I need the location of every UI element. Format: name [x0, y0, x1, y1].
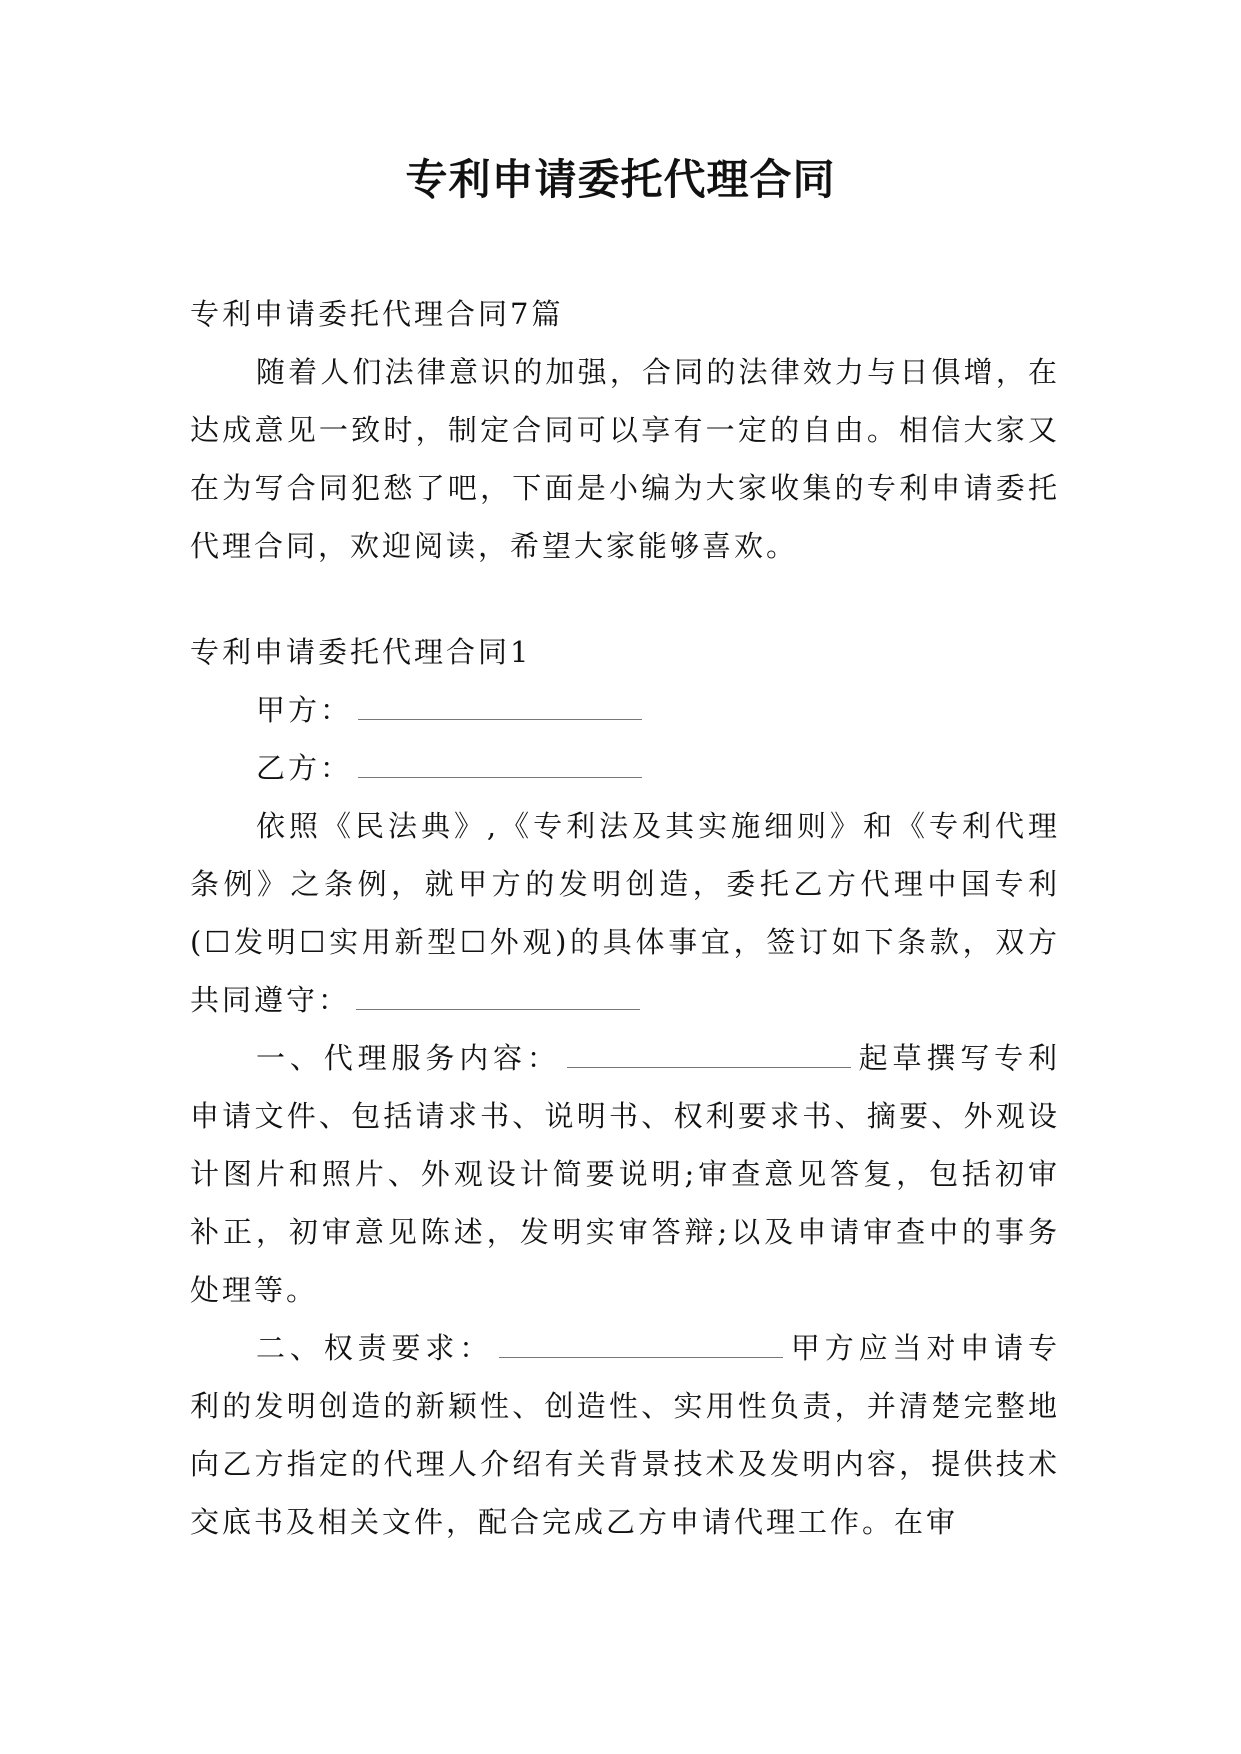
- clause-2-label: 二、权责要求：: [256, 1331, 494, 1365]
- basis-paragraph: [190, 797, 1060, 1029]
- party-b-line: [190, 739, 1060, 797]
- party-b-label: 乙方：: [256, 751, 353, 785]
- party-a-line: [190, 681, 1060, 739]
- document-body: [190, 285, 1060, 1551]
- clause-2-paragraph: [190, 1319, 1060, 1551]
- clause-1-text: 起草撰写专利申请文件、包括请求书、说明书、权利要求书、摘要、外观设计图片和照片、外观设计简要说明;审查意见答复，包括初审补正，初审意见陈述，发明实审答辩;以及申请审查中的事务处理等。: [190, 1041, 1060, 1307]
- basis-text: 依照《民法典》,《专利法及其实施细则》和《专利代理条例》之条例，就甲方的发明创造，委托乙方代理中国专利(☐发明☐实用新型☐外观)的具体事宜，签订如下条款，双方共同遵守：: [190, 809, 1060, 1017]
- party-a-label: 甲方：: [256, 693, 353, 727]
- basis-blank: [356, 979, 640, 1010]
- intro-paragraph: 随着人们法律意识的加强，合同的法律效力与日俱增，在达成意见一致时，制定合同可以享有一定的自由。相信大家又在为写合同犯愁了吧，下面是小编为大家收集的专利申请委托代理合同，欢迎阅读，希望大家能够喜欢。: [190, 355, 1060, 563]
- clause-2-text: 甲方应当对申请专利的发明创造的新颖性、创造性、实用性负责，并清楚完整地向乙方指定的代理人介绍有关背景技术及发明内容，提供技术交底书及相关文件，配合完成乙方申请代理工作。在审: [190, 1331, 1060, 1539]
- party-b-blank: [358, 747, 642, 778]
- clause-1-paragraph: [190, 1029, 1060, 1319]
- contract-heading: 专利申请委托代理合同1: [190, 635, 532, 669]
- clause-1-blank: [567, 1037, 851, 1068]
- collection-heading: 专利申请委托代理合同7篇: [190, 297, 564, 331]
- document-title: 专利申请委托代理合同: [405, 155, 836, 204]
- clause-2-blank: [499, 1327, 783, 1358]
- party-a-blank: [358, 689, 642, 720]
- clause-1-label: 一、代理服务内容：: [256, 1041, 561, 1075]
